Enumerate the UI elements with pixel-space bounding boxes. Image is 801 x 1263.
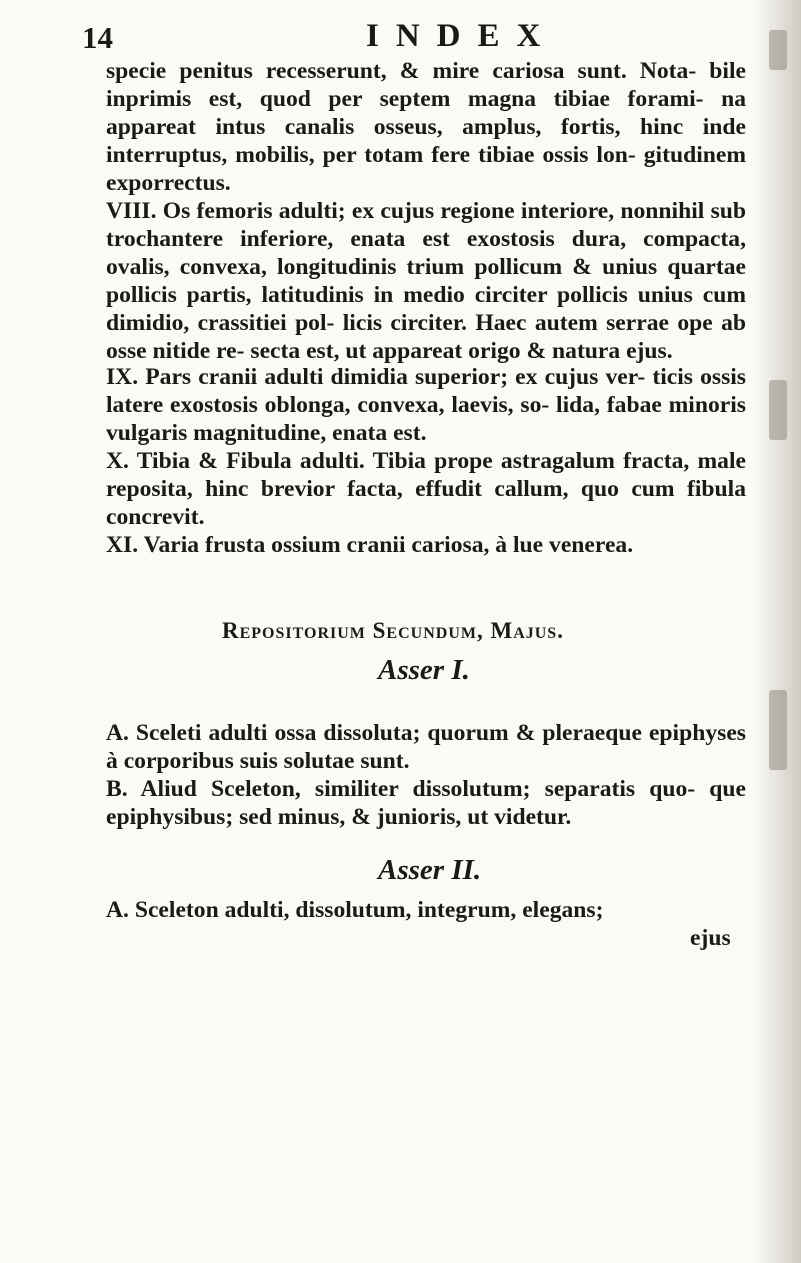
paragraph: VIII. Os femoris adulti; ex cujus regione interiore, nonnihil sub trochantere inferiore, enata est exostosis dura, compacta, ovalis, convexa, longitudinis trium pollicum & unius quartae pollicis partis, latitudinis in medio circiter pollicis unius cum dimidio, crassitiei pol- licis circiter. Haec autem serrae ope ab osse nitide re- secta est, ut appareat origo & natura ejus. [106, 198, 746, 364]
running-head [0, 16, 801, 56]
paragraph: specie penitus recesserunt, & mire cariosa sunt. Nota- bile inprimis est, quod per septem magna tibiae forami- na appareat intus canalis osseus, amplus, fortis, hinc inde interruptus, mobilis, per totam fere tibiae ossis lon- gitudinem exporrectus. [106, 58, 746, 196]
page-edge-shadow [755, 0, 801, 1263]
asser-heading: Asser II. [378, 854, 482, 886]
header-title: INDEX [366, 18, 558, 54]
trailing-word: ejus [690, 925, 731, 951]
paragraph: IX. Pars cranii adulti dimidia superior; ex cujus ver- ticis ossis latere exostosis oblonga, convexa, laevis, so- lida, fabae minoris vulgaris magnitudine, enata est. [106, 364, 746, 446]
entry: B. Aliud Sceleton, similiter dissolutum; separatis quo- que epiphysibus; sed minus, & junioris, ut videtur. [106, 776, 746, 830]
section-heading: Repositorium Secundum, Majus. [222, 618, 564, 643]
entry: A. Sceleti adulti ossa dissoluta; quorum & pleraeque epiphyses à corporibus suis solutae sunt. [106, 720, 746, 774]
page-number: 14 [82, 20, 113, 55]
edge-speck [769, 690, 787, 770]
paragraph: XI. Varia frusta ossium cranii cariosa, à lue venerea. [106, 532, 634, 558]
paragraph: X. Tibia & Fibula adulti. Tibia prope astragalum fracta, male reposita, hinc brevior facta, effudit callum, quo cum fibula concrevit. [106, 448, 746, 530]
entry: A. Sceleton adulti, dissolutum, integrum, elegans; [106, 897, 604, 923]
edge-speck [769, 380, 787, 440]
asser-heading: Asser I. [378, 654, 470, 686]
